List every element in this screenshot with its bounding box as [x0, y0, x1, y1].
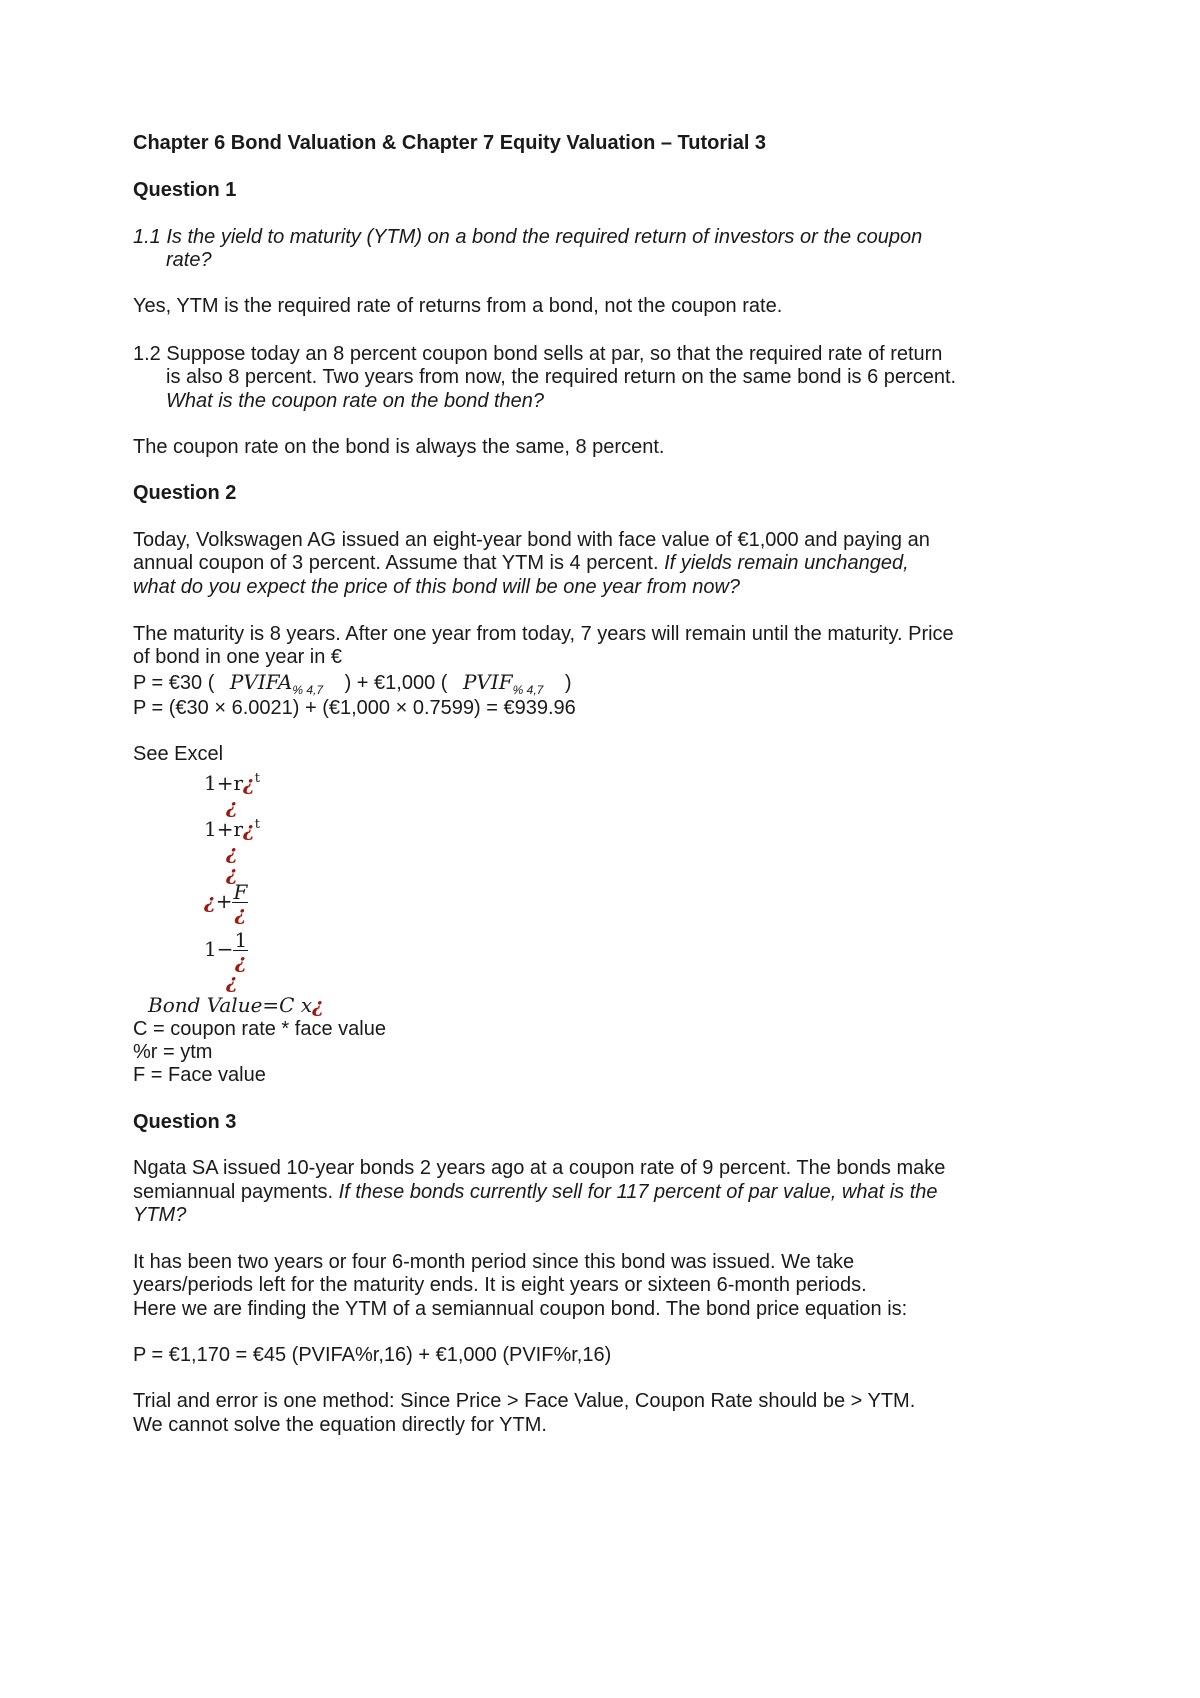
formula-text: 1+r: [204, 771, 244, 795]
fraction-numerator: 1: [234, 928, 248, 952]
fraction-denominator: ¿: [234, 949, 247, 973]
document-title: Chapter 6 Bond Valuation & Chapter 7 Equity Valuation – Tutorial 3: [133, 132, 767, 154]
fraction-numerator: F: [233, 880, 248, 904]
question-2-statement: annual coupon of 3 percent. Assume that YTM is 4 percent.: [133, 552, 659, 574]
see-excel-note: See Excel: [133, 743, 224, 765]
trial-and-error-text-cont: We cannot solve the equation directly for YTM.: [133, 1414, 547, 1436]
question-3-question-cont: YTM?: [133, 1204, 187, 1226]
bond-price-equation: P = €1,170 = €45 (PVIFA%r,16) + €1,000 (PVIF%r,16): [133, 1344, 612, 1366]
formula-exponent: t: [254, 817, 260, 832]
fraction: [232, 882, 248, 923]
fraction: [233, 930, 248, 971]
answer-2-text: The maturity is 8 years. After one year from today, 7 years will remain until the maturity. Price: [133, 623, 954, 645]
question-1-1-text-cont: rate?: [166, 249, 212, 271]
bond-value-formula: [148, 992, 324, 1018]
question-1-2-question: What is the coupon rate on the bond then?: [166, 390, 545, 412]
formula-glyph: ¿: [226, 840, 238, 864]
price-equation-part: ) + €1,000 (: [344, 672, 448, 694]
question-3-text: Ngata SA issued 10-year bonds 2 years ago at a coupon rate of 9 percent. The bonds make: [133, 1157, 946, 1179]
question-3-question: If these bonds currently sell for 117 percent of par value, what is the: [338, 1181, 938, 1203]
formula-text: Bond Value=C x: [148, 993, 313, 1017]
formula-glyph: ¿: [226, 969, 238, 993]
definition-c: C = coupon rate * face value: [133, 1018, 386, 1040]
formula-glyph: ¿: [226, 794, 238, 818]
trial-and-error-text: Trial and error is one method: Since Price > Face Value, Coupon Rate should be > YTM.: [133, 1390, 916, 1412]
formula-text: 1−: [204, 937, 234, 961]
price-equation-part: ): [564, 672, 572, 694]
formula-text: 1+r: [204, 817, 244, 841]
definition-r: %r = ytm: [133, 1041, 213, 1063]
formula-glyph: ¿: [243, 817, 255, 841]
question-1-2-text-cont: is also 8 percent. Two years from now, the required return on the same bond is 6 percent.: [166, 366, 957, 388]
answer-3-text-cont: Here we are finding the YTM of a semiannual coupon bond. The bond price equation is:: [133, 1298, 908, 1320]
answer-1-2: The coupon rate on the bond is always the same, 8 percent.: [133, 436, 665, 458]
price-equation-part: P = €30 (: [133, 672, 215, 694]
question-3-statement: semiannual payments.: [133, 1181, 334, 1203]
price-calculation: P = (€30 × 6.0021) + (€1,000 × 0.7599) = €939.96: [133, 697, 576, 719]
question-2-question: If yields remain unchanged,: [664, 552, 909, 574]
question-2-text: Today, Volkswagen AG issued an eight-year bond with face value of €1,000 and paying an: [133, 529, 930, 551]
question-2-text-cont: [133, 550, 909, 576]
pvif-term: PVIF: [462, 670, 513, 694]
question-2-heading: Question 2: [133, 482, 237, 504]
answer-3-text-cont: years/periods left for the maturity ends. It is eight years or sixteen 6-month periods.: [133, 1274, 867, 1296]
answer-1-1: Yes, YTM is the required rate of returns from a bond, not the coupon rate.: [133, 295, 783, 317]
answer-2-text-cont: of bond in one year in €: [133, 646, 343, 668]
answer-3-text: It has been two years or four 6-month period since this bond was issued. We take: [133, 1251, 855, 1273]
pvifa-subscript: % 4,7: [292, 683, 323, 697]
formula-glyph: ¿: [243, 771, 255, 795]
definition-f: F = Face value: [133, 1064, 266, 1086]
question-2-question-cont: what do you expect the price of this bond will be one year from now?: [133, 576, 741, 598]
question-1-heading: Question 1: [133, 179, 237, 201]
price-equation: [133, 669, 572, 698]
formula-glyph: ¿: [312, 993, 324, 1017]
formula-text: +: [215, 889, 233, 913]
formula-line-3: [204, 882, 248, 923]
formula-exponent: t: [254, 771, 260, 786]
question-1-2-text: 1.2 Suppose today an 8 percent coupon bond sells at par, so that the required rate of return: [133, 343, 943, 365]
formula-glyph: ¿: [204, 889, 216, 913]
question-3-text-cont: [133, 1179, 938, 1205]
question-1-1-text: 1.1 Is the yield to maturity (YTM) on a bond the required return of investors or the coupon: [133, 226, 923, 248]
fraction-denominator: ¿: [234, 901, 247, 925]
formula-glyph: ¿: [226, 861, 238, 885]
question-3-heading: Question 3: [133, 1111, 237, 1133]
pvifa-term: PVIFA: [229, 670, 293, 694]
pvif-subscript: % 4,7: [512, 683, 544, 697]
formula-line-4: [204, 930, 248, 971]
